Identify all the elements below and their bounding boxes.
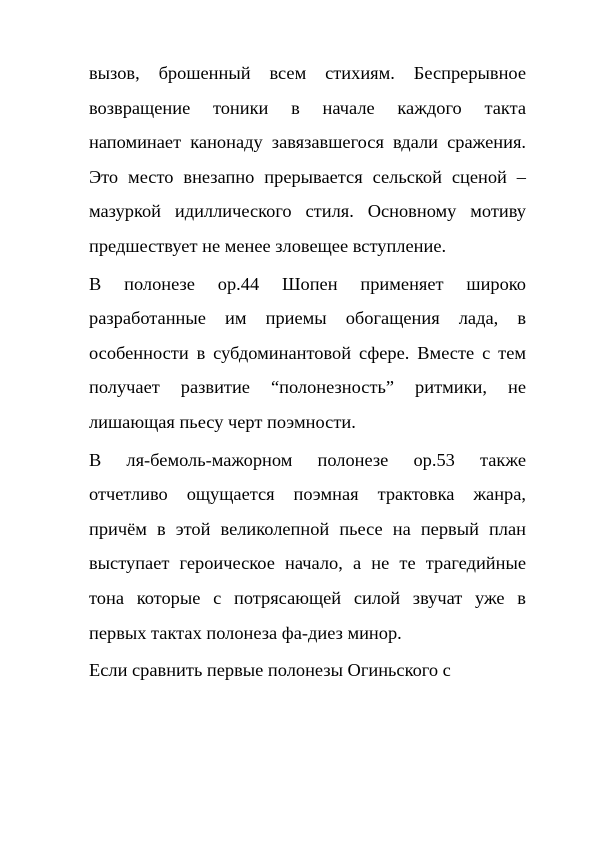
paragraph-3: В ля-бемоль-мажорном полонезе ор.53 также отчетливо ощущается поэмная трактовка жанра, причём в этой великолепной пьесе на первый план выступает героическое начало, а не те трагедийные тона которые с потрясающей силой звучат уже в первых тактах полонеза фа-диез минор. [89,449,526,643]
paragraph-4: Если сравнить первые полонезы Огиньского с [89,660,451,681]
paragraph-2: В полонезе ор.44 Шопен применяет широко разработанные им приемы обогащения лада, в особенности в субдоминантовой сфере. Вместе с тем получает развитие “полонезность” ритмики, не лишающая пьесу черт поэмности. [89,273,526,432]
document-page [89,56,526,691]
paragraph-1: вызов, брошенный всем стихиям. Беспрерывное возвращение тоники в начале каждого такта напоминает канонаду завязавшегося вдали сражения. Это место внезапно прерывается сельской сценой – мазуркой идиллического стиля. Основному мотиву предшествует не менее зловещее вступление. [89,63,526,256]
